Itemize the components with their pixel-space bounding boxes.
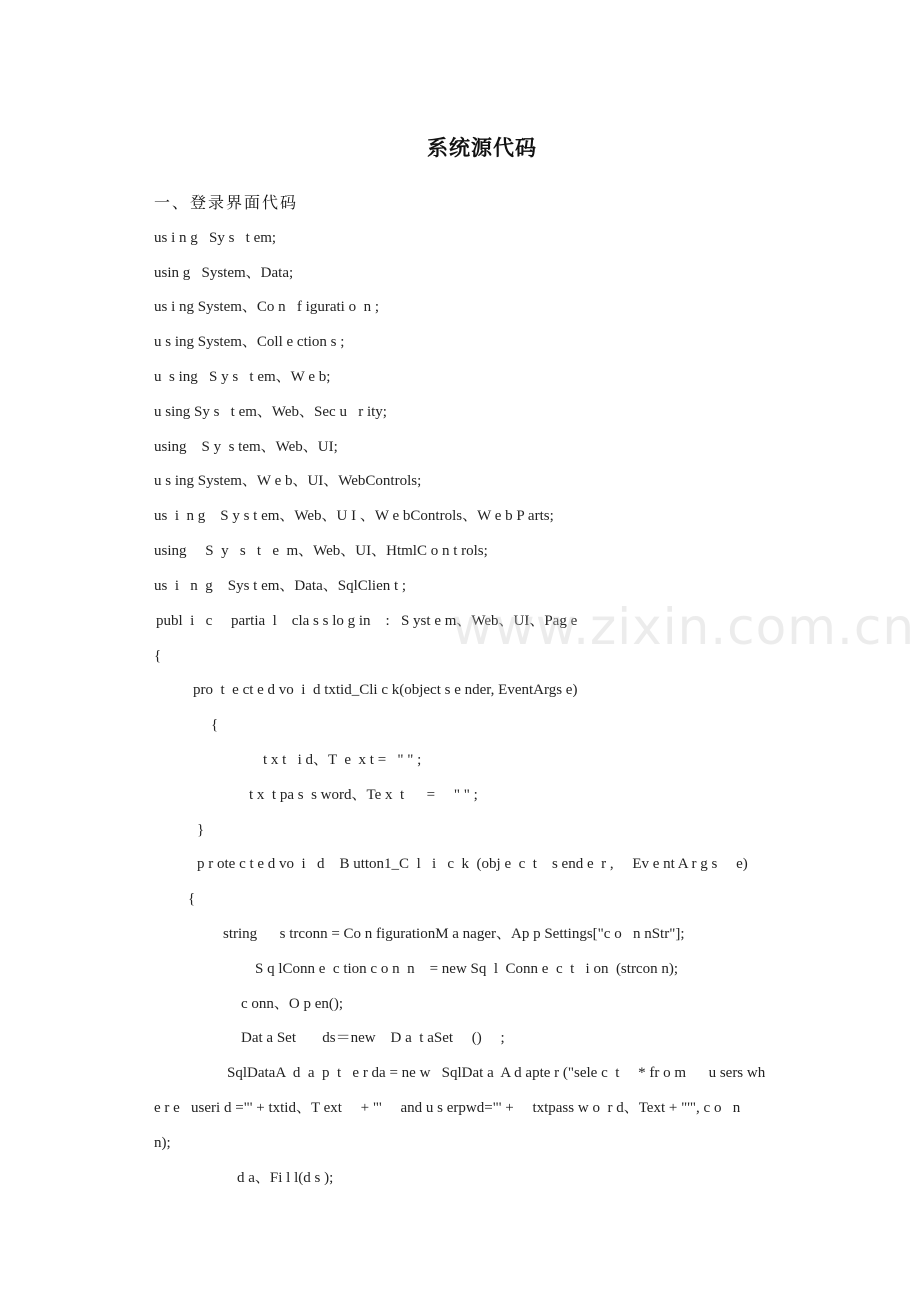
document-title: 系统源代码 [427, 136, 537, 160]
code-line: using S y s t e m、Web、UI、HtmlC o n t rols; [154, 543, 488, 559]
code-line: e r e useri d ="' + txtid、T ext + "' and u s erpwd="' + txtpass w o r d、Text + "'", c o n [154, 1100, 741, 1116]
code-line: n); [154, 1135, 171, 1151]
code-line: us i n g S y s t em、Web、U I 、W e bControls、W e b P arts; [154, 508, 554, 524]
code-line: } [197, 822, 205, 838]
code-line: c onn、O p en(); [241, 996, 344, 1012]
code-line: Dat a Set ds＝new D a t aSet () ; [241, 1030, 505, 1046]
code-line: p r ote c t e d vo i d B utton1_C l i c k (obj e c t s end e r , Ev e nt A r g s e) [197, 856, 748, 872]
code-line: us i ng System、Co n f igurati o n ; [154, 299, 380, 315]
code-line: { [211, 717, 219, 733]
code-line: SqlDataA d a p t e r da = ne w SqlDat a A d apte r ("sele c t * fr o m u sers wh [227, 1065, 766, 1081]
code-line: u sing Sy s t em、Web、Sec u r ity; [154, 404, 387, 420]
code-line: t x t i d、T e x t = " " ; [263, 752, 422, 768]
code-line: u s ing System、W e b、UI、WebControls; [154, 473, 422, 489]
code-line: S q lConn e c tion c o n n = new Sq l Conn e c t i on (strcon n); [255, 961, 679, 977]
code-line: d a、Fi l l(d s ); [237, 1170, 334, 1186]
code-line: u s ing System、Coll e ction s ; [154, 334, 345, 350]
code-line: { [154, 648, 162, 664]
code-line: using S y s tem、Web、UI; [154, 439, 338, 455]
code-line: publ i c partia l cla s s lo g in : S yst e m、Web、UI、Pag e [156, 613, 578, 629]
code-line: { [188, 891, 196, 907]
watermark: www.zixin.com.cn [452, 598, 916, 656]
code-line: usin g System、Data; [154, 265, 294, 281]
code-line: pro t e ct e d vo i d txtid_Cli c k(object s e nder, EventArgs e) [193, 682, 578, 698]
code-line: string s trconn = Co n figurationM a nager、Ap p Settings["c o n nStr"]; [223, 926, 685, 942]
section-heading: 一、登录界面代码 [154, 193, 299, 212]
code-line: us i n g Sy s t em; [154, 230, 277, 246]
code-line: t x t pa s s word、Te x t = " " ; [249, 787, 478, 803]
code-line: u s ing S y s t em、W e b; [154, 369, 331, 385]
code-line: us i n g Sys t em、Data、SqlClien t ; [154, 578, 407, 594]
